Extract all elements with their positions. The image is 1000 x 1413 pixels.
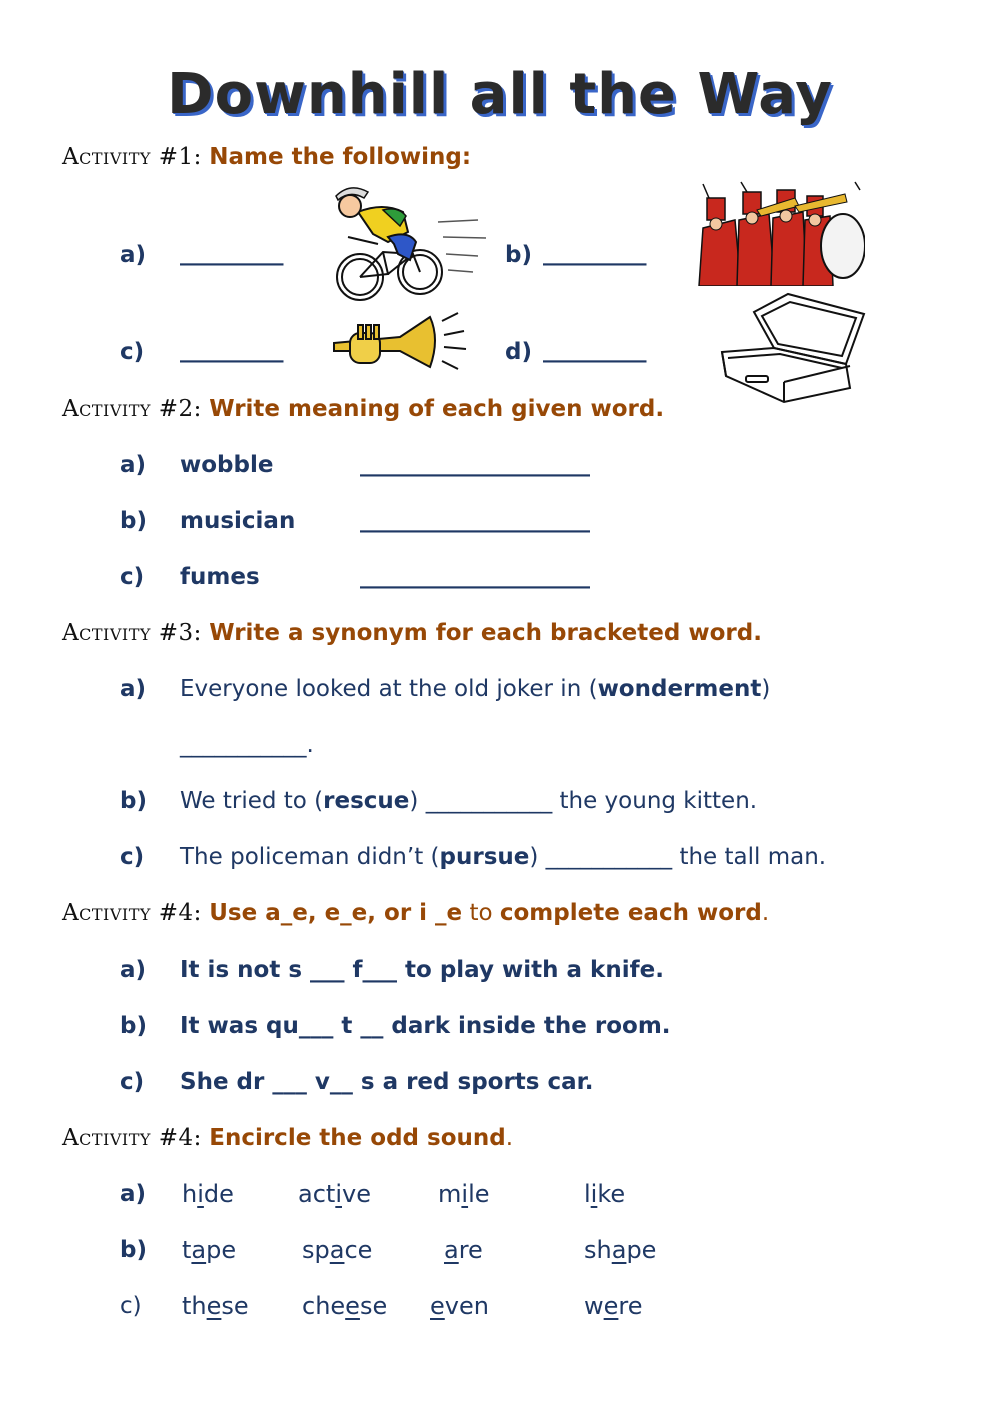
bracketed-word: rescue <box>323 788 410 814</box>
activity-instruction: Write meaning of each given word. <box>209 396 665 422</box>
vocab-word: fumes <box>180 564 260 590</box>
choice-word[interactable]: hide <box>182 1180 234 1208</box>
sentence: The policeman didn’t (pursue) ___________ the tall man. <box>180 844 827 870</box>
activity-instruction: Name the following: <box>209 144 472 170</box>
sentence[interactable]: It is not s ___ f___ to play with a knife. <box>180 957 664 983</box>
activity-2-heading: Activity #2: Write meaning of each given word. <box>62 396 665 422</box>
choice-word[interactable]: cheese <box>302 1292 388 1320</box>
answer-blank[interactable]: ____________________ <box>360 563 590 589</box>
item-letter: c) <box>120 339 145 365</box>
item-letter: a) <box>120 676 147 702</box>
sentence[interactable]: She dr ___ v__ s a red sports car. <box>180 1069 594 1095</box>
item-letter: b) <box>120 1013 147 1039</box>
activity-instruction: Write a synonym for each bracketed word. <box>209 620 762 646</box>
item-letter: c) <box>120 1293 142 1319</box>
item-letter: b) <box>505 242 532 268</box>
item-letter: d) <box>505 339 532 365</box>
activity-1-heading: Activity #1: Name the following: <box>62 144 472 170</box>
answer-blank[interactable]: _________ <box>180 240 284 266</box>
sentence: Everyone looked at the old joker in (wonderment) <box>180 676 771 702</box>
answer-blank[interactable]: _________ <box>543 240 647 266</box>
choice-word[interactable]: mile <box>438 1180 490 1208</box>
trumpet-picture <box>330 305 470 375</box>
answer-blank[interactable]: _________ <box>543 337 647 363</box>
activity-label: Activity #2 <box>62 396 194 422</box>
sentence[interactable]: It was qu___ t __ dark inside the room. <box>180 1013 671 1039</box>
choice-word[interactable]: these <box>182 1292 249 1320</box>
item-letter: a) <box>120 1181 147 1207</box>
item-letter: a) <box>120 957 147 983</box>
activity-3-heading: Activity #3: Write a synonym for each bracketed word. <box>62 620 762 646</box>
answer-blank[interactable]: ____________________ <box>360 451 590 477</box>
item-letter: c) <box>120 1069 145 1095</box>
item-letter: b) <box>120 508 147 534</box>
activity-instruction: Use a_e, e_e, or i _e to complete each word. <box>209 900 770 926</box>
activity-4-heading: Activity #4: Use a_e, e_e, or i _e to complete each word. <box>62 900 770 926</box>
choice-word[interactable]: space <box>302 1236 373 1264</box>
item-letter: b) <box>120 788 147 814</box>
marching-band-picture <box>695 180 865 286</box>
item-letter: b) <box>120 1237 147 1263</box>
activity-label: Activity #4 <box>62 900 194 926</box>
choice-word[interactable]: active <box>298 1180 371 1208</box>
bracketed-word: wonderment <box>597 676 762 702</box>
vocab-word: wobble <box>180 452 274 478</box>
cyclist-picture <box>328 182 488 304</box>
answer-blank[interactable]: ____________________ <box>360 507 590 533</box>
item-letter: c) <box>120 564 145 590</box>
answer-blank[interactable]: _________ <box>180 337 284 363</box>
item-letter: a) <box>120 452 147 478</box>
page-title: Downhill all the Way <box>167 62 833 127</box>
answer-blank[interactable]: ___________. <box>180 732 314 758</box>
activity-label: Activity #3 <box>62 620 194 646</box>
choice-word[interactable]: like <box>584 1180 626 1208</box>
choice-word[interactable]: were <box>584 1292 643 1320</box>
activity-instruction: Encircle the odd sound. <box>209 1125 514 1151</box>
activity-5-heading: Activity #4: Encircle the odd sound. <box>62 1125 514 1151</box>
sentence: We tried to (rescue) ___________ the young kitten. <box>180 788 758 814</box>
bracketed-word: pursue <box>439 844 530 870</box>
suitcase-picture <box>718 292 868 404</box>
vocab-word: musician <box>180 508 296 534</box>
item-letter: c) <box>120 844 145 870</box>
choice-word[interactable]: tape <box>182 1236 237 1264</box>
activity-label: Activity #1 <box>62 144 194 170</box>
item-letter: a) <box>120 242 147 268</box>
choice-word[interactable]: are <box>444 1236 483 1264</box>
activity-label: Activity #4 <box>62 1125 194 1151</box>
choice-word[interactable]: even <box>430 1292 489 1320</box>
choice-word[interactable]: shape <box>584 1236 657 1264</box>
